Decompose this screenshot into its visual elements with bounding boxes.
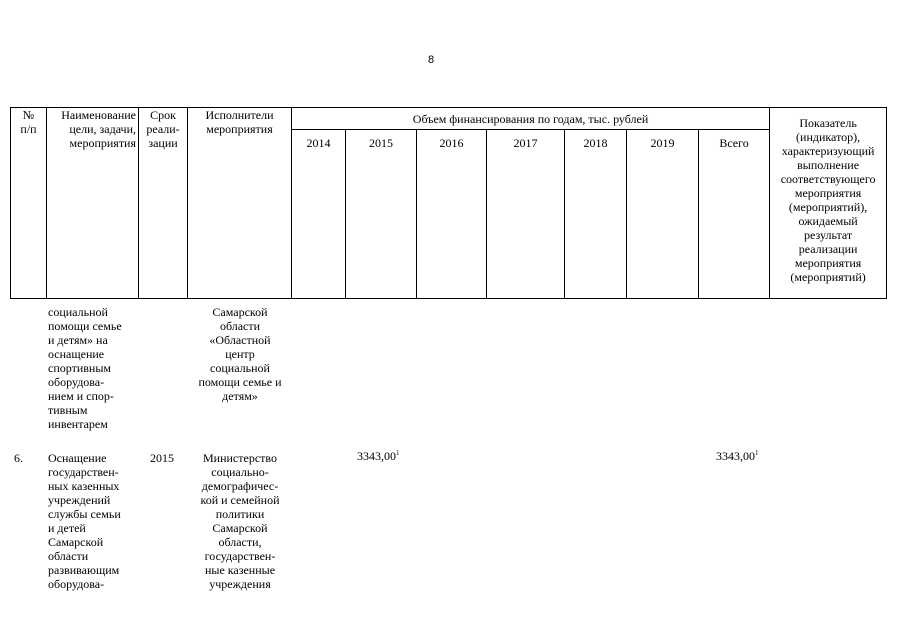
continued-row-executors: Самарской области «Областной центр социальной помощи семье и детям» <box>198 305 282 403</box>
continued-row-name: социальной помощи семье и детям» на оснащение спортивным оборудова- нием и спор- тивным инвентарем <box>48 305 122 431</box>
header-name <box>47 108 139 299</box>
page-number: 8 <box>427 54 435 66</box>
header-financing-label: Объем финансирования по годам, тыс. рублей <box>412 111 649 126</box>
row6-amount-2015-value: 3343,00 <box>357 449 396 463</box>
row6-name: Оснащение государствен- ных казенных учреждений службы семьи и детей Самарской области развивающим оборудова- <box>48 451 121 591</box>
header-year-2014: 2014 <box>292 130 346 299</box>
header-no-label: № п/п <box>20 108 37 136</box>
header-year-2017: 2017 <box>487 130 565 299</box>
header-year-2019: 2019 <box>627 130 699 299</box>
header-executors-label: Исполнители мероприятия <box>205 108 274 136</box>
header-term <box>139 108 188 299</box>
header-no <box>11 108 47 299</box>
header-table <box>10 107 887 299</box>
header-indicator <box>770 108 887 299</box>
row6-number: 6. <box>14 451 23 465</box>
header-year-2018: 2018 <box>565 130 627 299</box>
header-year-total: Всего <box>699 130 770 299</box>
header-year-2015: 2015 <box>346 130 417 299</box>
header-year-2016: 2016 <box>417 130 487 299</box>
header-name-label: Наименование цели, задачи, мероприятия <box>61 108 136 150</box>
row6-amount-total <box>716 449 759 463</box>
row6-amount-2015 <box>357 449 400 463</box>
header-financing <box>292 108 770 130</box>
header-executors <box>188 108 292 299</box>
row6-amount-2015-footnote: 1 <box>396 449 400 457</box>
row6-amount-total-value: 3343,00 <box>716 449 755 463</box>
row6-executors: Министерство социально- демографичес- кой и семейной политики Самарской области, государствен- ные казенные учреждения <box>200 451 280 591</box>
header-term-label: Срок реали- зации <box>146 108 180 150</box>
row6-amount-total-footnote: 1 <box>755 449 759 457</box>
row6-term: 2015 <box>150 451 174 465</box>
header-indicator-label: Показатель (индикатор), характеризующий выполнение соответствующего мероприятия (мероприятий), ожидаемый результат реализации мероприятия (мероприятий) <box>780 116 876 284</box>
